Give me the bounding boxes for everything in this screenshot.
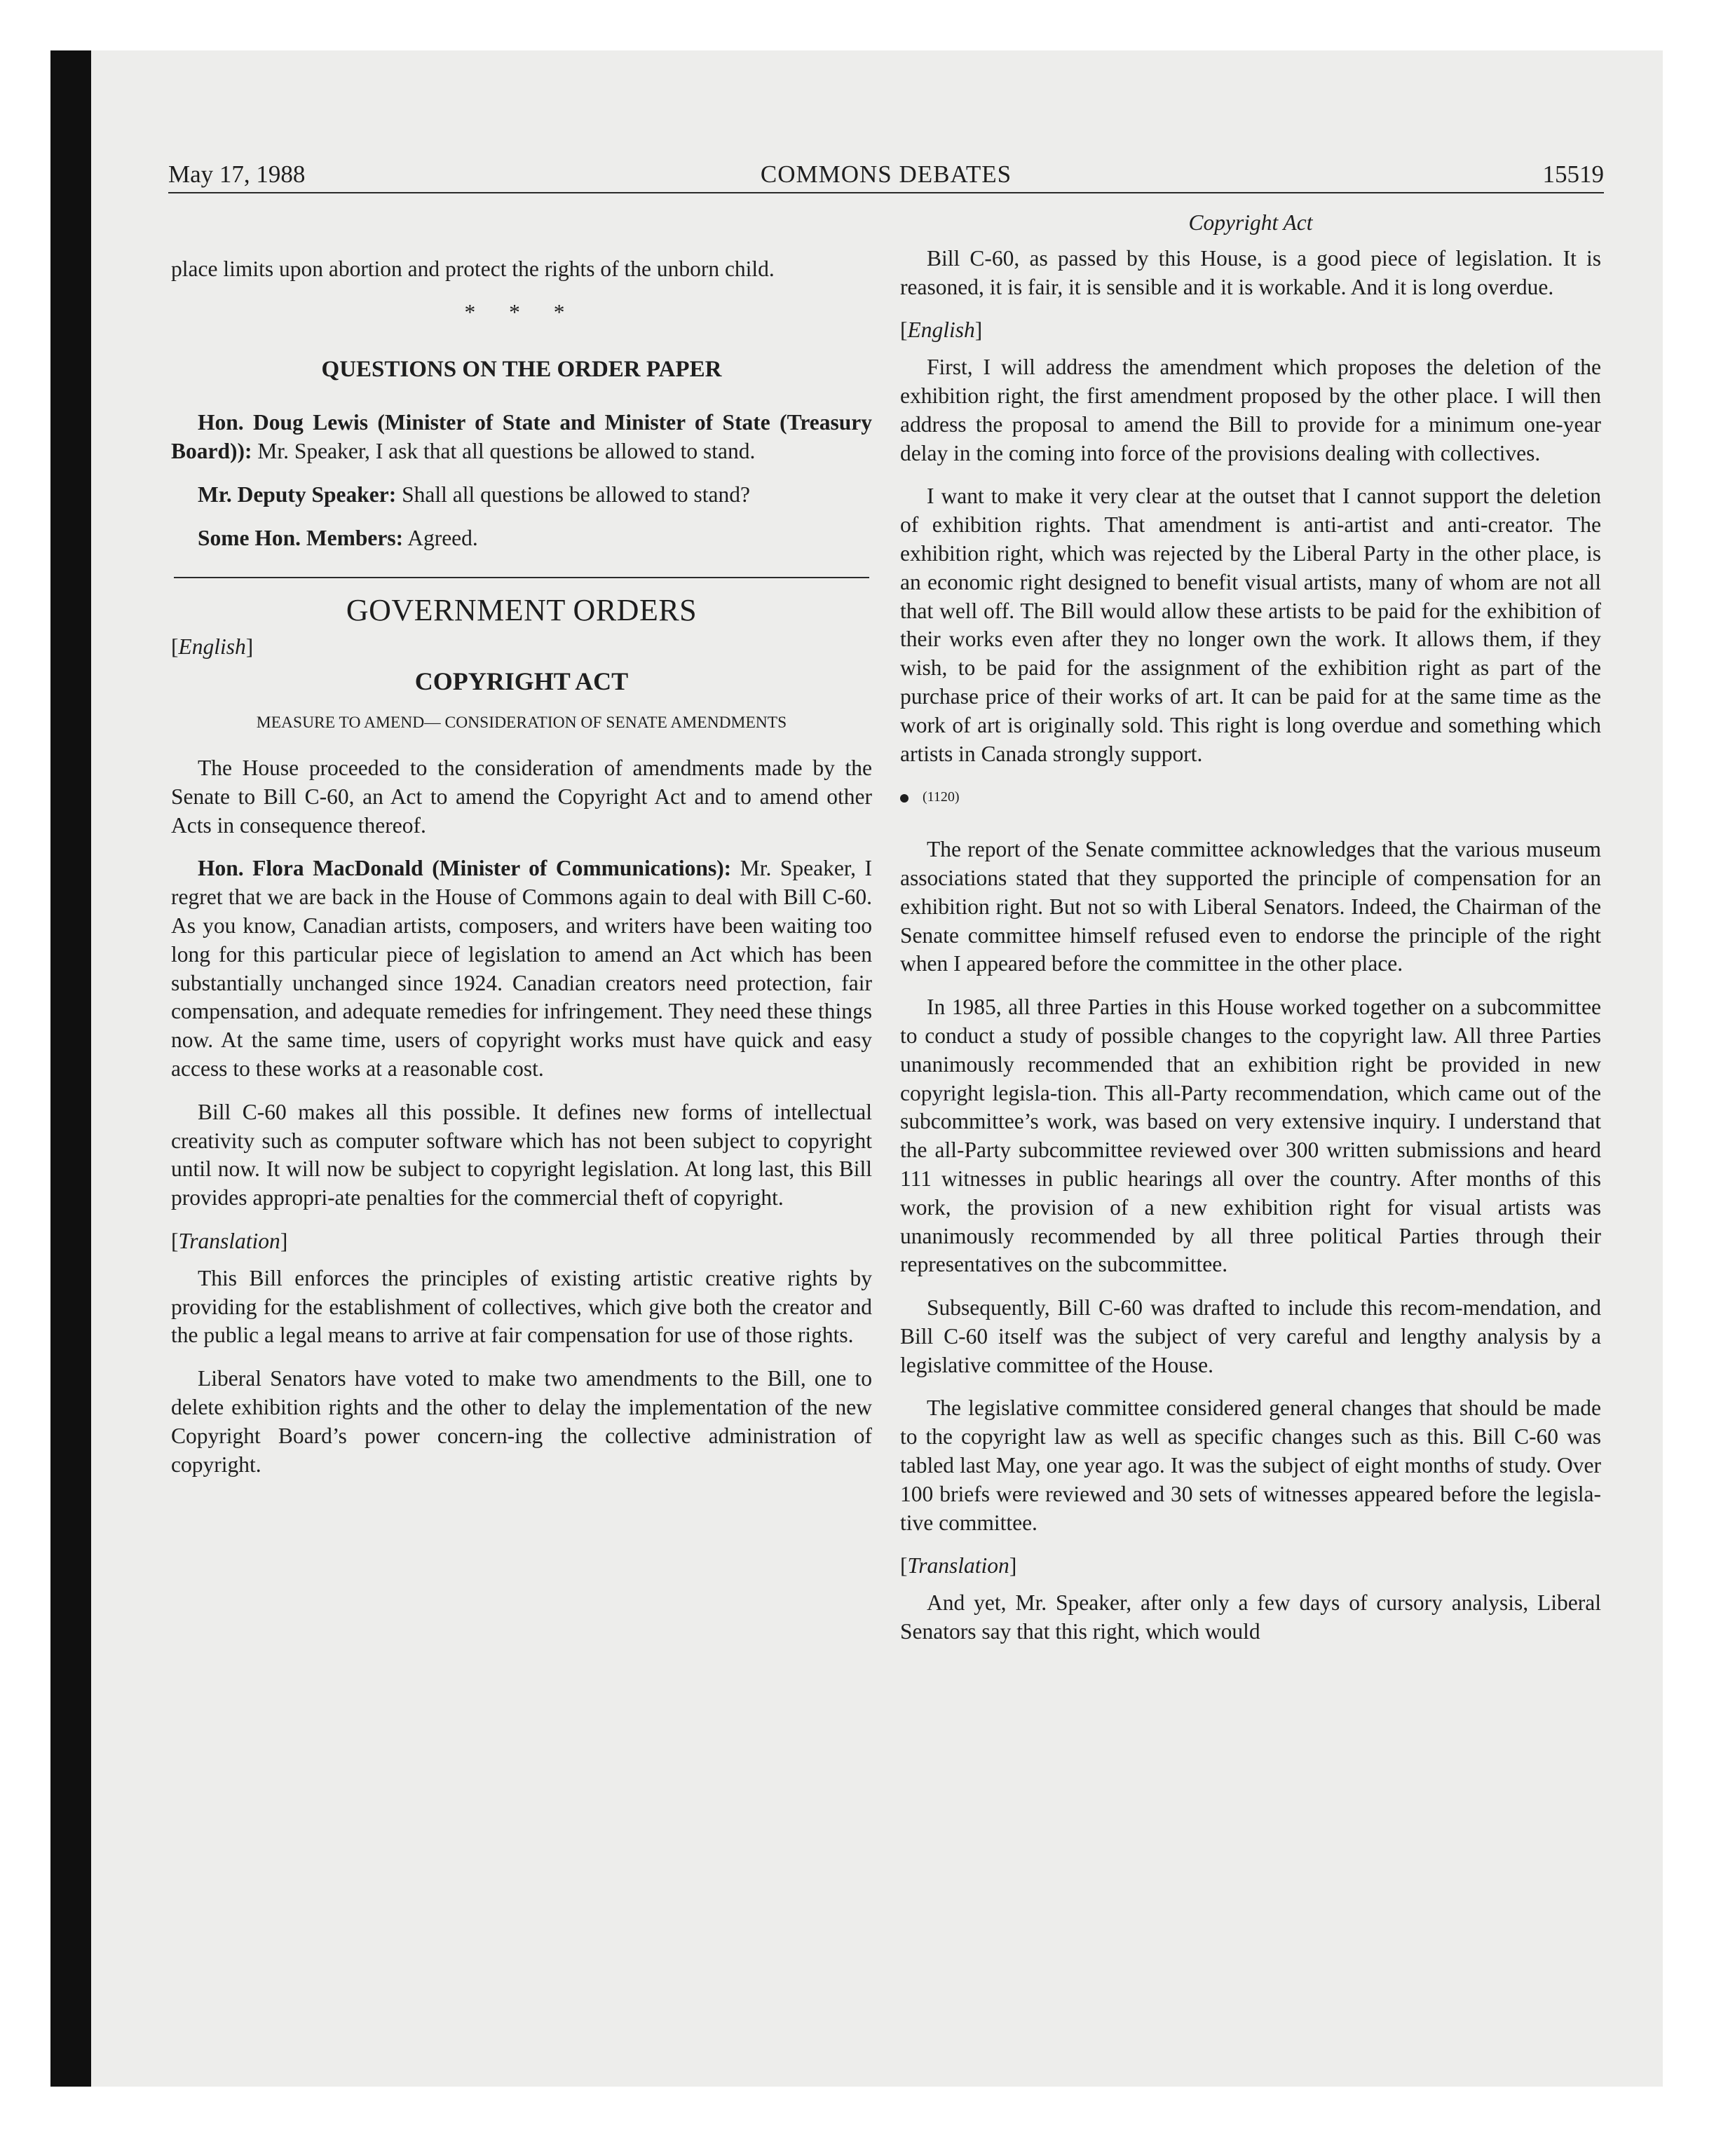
paragraph-and-yet: And yet, Mr. Speaker, after only a few days of cursory analysis, Liberal Senators say that this right, which would (900, 1590, 1601, 1644)
header-title: COMMONS DEBATES (760, 161, 1012, 188)
government-orders-heading: GOVERNMENT ORDERS (346, 592, 698, 627)
macdonald-text: Mr. Speaker, I regret that we are back in the House of Commons again to deal with Bill C-60. As you know, Canadian artists, composers, and writers have been waiting too long for this particular piece of legislation to amend an Act which has been substantially unchanged since 1924. Canadian creators need protection, fair compensation, and adequate remedies for infringement. They need these things now. At the same time, users of copyright works must have quick and easy access to these works at a reasonable cost. (171, 856, 872, 1081)
paragraph-macdonald (171, 854, 872, 1083)
bullet-icon (900, 794, 909, 803)
header-date: May 17, 1988 (168, 161, 306, 188)
questions-heading: QUESTIONS ON THE ORDER PAPER (321, 356, 722, 382)
paragraph-members (171, 524, 872, 553)
paragraph-bill-possible: Bill C-60 makes all this possible. It defines new forms of intellectual creativity such as computer software which has not been subject to copyright until now. It will now be subject to copyright legislation. At long last, this Bill provides appropri-ate penalties for the commercial theft of copyright. (171, 1099, 872, 1210)
paragraph-good-piece: Bill C-60, as passed by this House, is a good piece of legislation. It is reasoned, it is fair, it is sensible and it is workable. And it is long overdue. (900, 245, 1601, 299)
language-tag-english: [English] (171, 634, 254, 660)
members-text: Agreed. (403, 525, 478, 550)
speaker-members: Some Hon. Members: (198, 525, 404, 550)
speaker-lewis: Hon. Doug Lewis (Minister of State and Minister of State (Treasury Board)): (171, 410, 872, 464)
right-column (900, 203, 1601, 1661)
page-number: 15519 (1542, 161, 1604, 188)
paragraph-senate-report: The report of the Senate committee acknowledges that the various museum associations stated that they supported the principle of compensation for an exhibition right. But not so with Liberal Senators. Indeed, the Chairman of the Senate committee himself refused even to endorse the principle of the right when I appeared before the committee in the other place. (900, 837, 1601, 976)
english-tag-text-right: English (907, 318, 975, 343)
language-tag-text: English (178, 634, 246, 660)
translation-tag-text: Translation (178, 1228, 280, 1253)
paragraph-liberal-senators: Liberal Senators have voted to make two amendments to the Bill, one to delete exhibition rights and the other to delay the implementation of the new Copyright Board’s power concern-ing the collective administration of copyright. (171, 1366, 872, 1477)
running-head (168, 157, 1604, 192)
paragraph-first-amendment: First, I will address the amendment which proposes the deletion of the exhibition right, the first amendment proposed by the other place. I will then address the proposal to amend the Bill to provide for a minimum one-year delay in the coming into force of the provisions dealing with collectives. (900, 355, 1601, 465)
language-tag-translation: [Translation] (171, 1228, 288, 1253)
language-tag-translation-right: [Translation] (900, 1553, 1017, 1578)
section-rule (174, 577, 869, 578)
translation-tag-text-right: Translation (907, 1553, 1009, 1578)
column-caption: Copyright Act (1188, 210, 1313, 235)
caption-spacer (171, 203, 872, 255)
section-separator-stars: * * * (464, 299, 579, 325)
paragraph-subsequently: Subsequently, Bill C-60 was drafted to include this recom-mendation, and Bill C-60 itself was the subject of very careful and lengthy analysis by a legislative committee of the House. (900, 1295, 1601, 1377)
measure-heading: MEASURE TO AMEND— CONSIDERATION OF SENATE AMENDMENTS (256, 713, 787, 732)
speaker-deputy: Mr. Deputy Speaker: (198, 482, 397, 507)
timestamp-text: (1120) (923, 789, 960, 805)
timestamp-marker (900, 783, 1601, 812)
paragraph-house-proceeded: The House proceeded to the consideration of amendments made by the Senate to Bill C-60, an Act to amend the Copyright Act and to amend other Acts in consequence thereof. (171, 755, 872, 838)
copyright-act-heading: COPYRIGHT ACT (414, 667, 629, 696)
header-rule (168, 192, 1604, 193)
paragraph-continued: place limits upon abortion and protect the rights of the unborn child. (171, 257, 775, 281)
deputy-text: Shall all questions be allowed to stand? (396, 482, 750, 507)
paragraph-lewis (171, 409, 872, 466)
paragraph-1985: In 1985, all three Parties in this House worked together on a subcommittee to conduct a study of possible changes to the copyright law. All three Parties unanimously recommended that an exhibition right be provided in new copyright legisla-tion. This all-Party recommendation, which came out of the subcommittee’s work, was based on very extensive inquiry. I understand that the all-Party subcommittee reviewed over 300 written submissions and heard 111 witnesses in public hearings all over the country. After months of this work, the provision of a new exhibition right for visual artists was unanimously recommended by all three political Parties through their representatives on the subcommittee. (900, 995, 1601, 1277)
paragraph-enforces: This Bill enforces the principles of existing artistic creative rights by providing for the establishment of collectives, which give both the creator and the public a legal means to arrive at fair compensation for use of those rights. (171, 1265, 872, 1348)
language-tag-english-right: [English] (900, 318, 983, 343)
binding-edge (50, 50, 91, 2087)
left-column (171, 203, 872, 1494)
speaker-macdonald: Hon. Flora MacDonald (Minister of Communications): (198, 856, 732, 881)
paragraph-make-it-clear: I want to make it very clear at the outset that I cannot support the deletion of exhibition rights. That amendment is anti-artist and anti-creator. The exhibition right, which was rejected by the Liberal Party in the other place, is an economic right designed to benefit visual artists, many of whom are not all that well off. The Bill would allow these artists to be paid for the exhibition of their works even after they no longer own the work. It allows them, if they wish, to be paid for the assignment of the exhibition right as part of the purchase price of their works of art. It can be paid for at the same time as the work of art is originally sold. This right is long overdue and something which artists in Canada strongly support. (900, 484, 1601, 766)
lewis-text: Mr. Speaker, I ask that all questions be allowed to stand. (252, 439, 756, 464)
paragraph-legislative-committee: The legislative committee considered general changes that should be made to the copyright law as well as specific changes such as this. Bill C-60 was tabled last May, one year ago. It was the subject of eight months of study. Over 100 briefs were reviewed and 30 sets of witnesses appeared before the legisla-tive committee. (900, 1396, 1601, 1535)
paragraph-deputy-speaker (171, 481, 872, 510)
